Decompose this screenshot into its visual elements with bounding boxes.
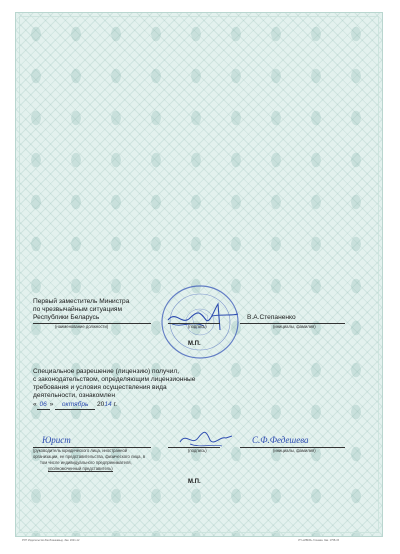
date-month: октябрь xyxy=(55,401,95,410)
caption-initials: (инициалы, фамилия) xyxy=(273,324,316,329)
caption-signature: (подпись) xyxy=(188,324,207,329)
licensee-handwritten-position: Юрист xyxy=(42,435,71,445)
statement-line-1: Специальное разрешение (лицензию) получил, xyxy=(33,368,180,375)
seal-mark-licensee: М.П. xyxy=(188,479,201,485)
date-line: « 06 » октябрь 2014 г. xyxy=(33,401,117,408)
date-year-prefix: 20 xyxy=(97,401,105,408)
licensee-caption-initials: (инициалы, фамилия) xyxy=(273,448,316,453)
statement-line-2: с законодательством, определяющим лицензионные xyxy=(33,376,196,383)
statement-line-4: деятельности, ознакомлен xyxy=(33,392,115,399)
seal-mark-official: М.П. xyxy=(188,341,201,347)
date-day: 06 xyxy=(37,401,50,410)
caption-position: (наименование должности) xyxy=(55,324,109,329)
licensee-caption-line-2: организации, ее представительства, физического лица, в xyxy=(33,454,146,459)
official-name: В.А.Степаненко xyxy=(247,314,296,321)
official-position-line-1: Первый заместитель Министра xyxy=(33,298,130,305)
date-year-suffix: 14 xyxy=(104,401,112,408)
licensee-caption-line-1: (руководитель юридического лица, иностранной xyxy=(33,448,128,453)
official-position-line-3: Республики Беларусь xyxy=(33,314,100,321)
licensee-caption-line-4: уполномоченный представитель) xyxy=(48,466,113,471)
footer-left: РУП Издательство Белбланкавыд. Зак. 2021-12 xyxy=(22,539,80,542)
footer-right: УП «МВСБ» Гознака. Зак. 1758-15 xyxy=(298,539,340,542)
licensee-handwritten-name: С.Ф.Федешева xyxy=(252,435,309,445)
date-suffix: г. xyxy=(113,401,117,408)
official-position-line-2: по чрезвычайным ситуациям xyxy=(33,306,123,313)
licensee-caption-signature: (подпись) xyxy=(188,448,207,453)
licensee-caption-line-3: том числе индивидуального предпринимателя, xyxy=(40,460,132,465)
statement-line-3: требования и условия осуществления вида xyxy=(33,384,167,391)
